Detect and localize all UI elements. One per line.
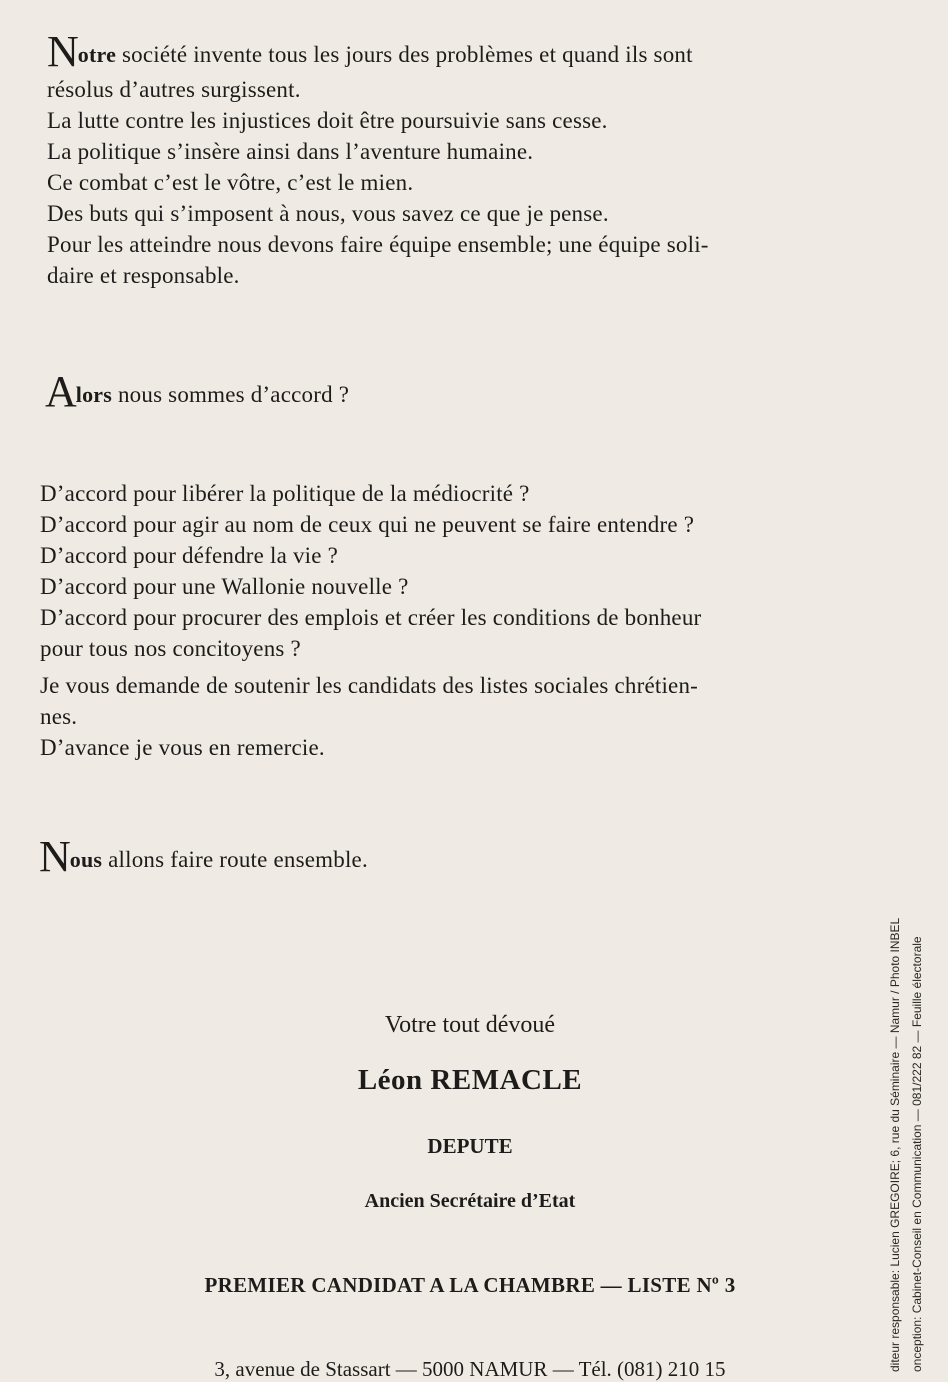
agreement-line: D’accord pour agir au nom de ceux qui ne peuvent se faire entendre ?: [40, 512, 695, 537]
closing-text: allons faire route ensemble.: [102, 847, 368, 872]
closing-line: [39, 832, 368, 881]
agreement-line: Je vous demande de soutenir les candidats des listes sociales chrétien-: [40, 673, 699, 698]
intro-first-line: [47, 27, 709, 76]
drop-cap: N: [39, 832, 70, 881]
agreement-line: pour tous nos concitoyens ?: [40, 636, 301, 661]
address-line: 3, avenue de Stassart — 5000 NAMUR — Tél. (081) 210 15: [214, 1357, 726, 1381]
paragraph-closing: [39, 832, 368, 881]
lead-word: lors: [75, 382, 113, 407]
agreement-line: D’accord pour défendre la vie ?: [40, 543, 339, 568]
question-text: nous sommes d’accord ?: [112, 382, 350, 407]
signature-closing: Votre tout dévoué: [384, 1012, 556, 1038]
intro-line: La lutte contre les injustices doit être poursuivie sans cesse.: [47, 108, 608, 133]
signature-role: DEPUTE: [427, 1134, 513, 1158]
candidacy-line: PREMIER CANDIDAT A LA CHAMBRE — LISTE Nº 3: [204, 1273, 736, 1297]
agreement-line: D’accord pour une Wallonie nouvelle ?: [40, 574, 409, 599]
lead-word: ous: [69, 847, 103, 872]
signature-former-role: Ancien Secrétaire d’Etat: [364, 1190, 576, 1212]
paragraph-agreements: [40, 478, 701, 763]
agreement-line: nes.: [40, 704, 78, 729]
signature-name: Léon REMACLE: [357, 1064, 583, 1096]
drop-cap: A: [45, 367, 76, 416]
agreement-line: D’accord pour procurer des emplois et créer les conditions de bonheur: [40, 605, 702, 630]
question-line: [45, 367, 350, 416]
drop-cap: N: [47, 27, 78, 76]
agreement-line: D’avance je vous en remercie.: [40, 735, 325, 760]
intro-line: Pour les atteindre nous devons faire équipe ensemble; une équipe soli-: [47, 232, 709, 257]
design-credit: onception: Cabinet-Conseil en Communication — 081/222 82 — Feuille électorale: [910, 936, 924, 1372]
intro-line: Ce combat c’est le vôtre, c’est le mien.: [47, 170, 414, 195]
intro-line: La politique s’insère ainsi dans l’aventure humaine.: [47, 139, 534, 164]
intro-first-line-text: société invente tous les jours des problèmes et quand ils sont: [116, 42, 693, 67]
intro-line: Des buts qui s’imposent à nous, vous savez ce que je pense.: [47, 201, 609, 226]
paragraph-intro: [47, 27, 709, 291]
lead-word: otre: [77, 42, 117, 67]
intro-line: daire et responsable.: [47, 263, 240, 288]
agreement-line: D’accord pour libérer la politique de la médiocrité ?: [40, 481, 530, 506]
intro-line: résolus d’autres surgissent.: [47, 77, 301, 102]
publisher-credit: diteur responsable: Lucien GREGOIRE; 6, rue du Séminaire — Namur / Photo INBEL: [888, 917, 902, 1372]
paragraph-question: [45, 367, 350, 416]
